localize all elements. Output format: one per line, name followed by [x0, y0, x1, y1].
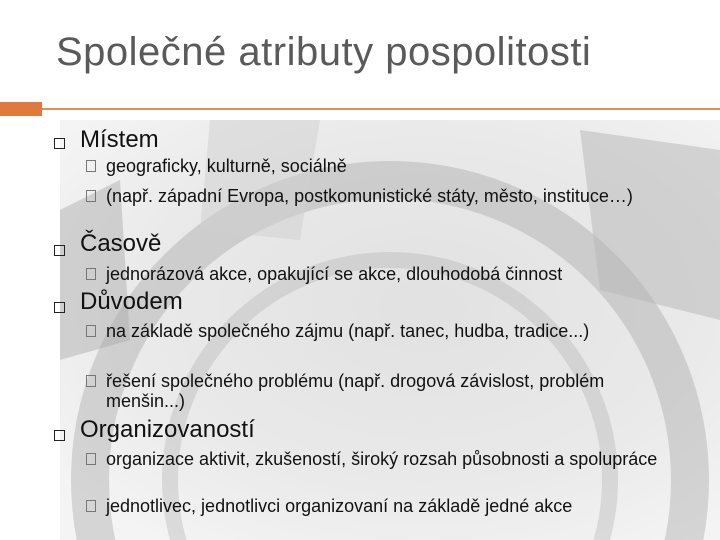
slide-title: Společné atributy pospolitosti	[56, 30, 592, 74]
sub-bullet-icon	[86, 190, 96, 202]
sub-item: (např. západní Evropa, postkomunistické státy, město, instituce…)	[106, 186, 633, 206]
item-label: Časově	[80, 230, 162, 257]
sub-bullet-icon	[86, 453, 96, 465]
bullet-square-icon	[54, 245, 65, 256]
item-label: Důvodem	[80, 288, 183, 315]
sub-item: řešení společného problému (např. drogová závislost, problém menšin...)	[106, 371, 605, 411]
sub-item: organizace aktivit, zkušeností, široký rozsah působnosti a spolupráce	[106, 449, 658, 469]
sub-bullet-icon	[86, 500, 96, 512]
sub-bullet-icon	[86, 268, 96, 280]
sub-item: jednorázová akce, opakující se akce, dlouhodobá činnost	[106, 264, 563, 284]
sub-item: geograficky, kulturně, sociálně	[106, 156, 347, 176]
bullet-square-icon	[54, 430, 65, 441]
bullet-square-icon	[54, 302, 65, 313]
sub-item: jednotlivec, jednotlivci organizovaní na základě jedné akce	[106, 496, 573, 516]
sub-bullet-icon	[86, 160, 96, 172]
item-label: Místem	[80, 126, 159, 153]
sub-bullet-icon	[86, 325, 96, 337]
sub-item: na základě společného zájmu (např. tanec, hudba, tradice...)	[106, 321, 590, 341]
sub-bullet-icon	[86, 375, 96, 387]
item-label: Organizovaností	[80, 416, 255, 443]
bullet-square-icon	[54, 138, 65, 149]
